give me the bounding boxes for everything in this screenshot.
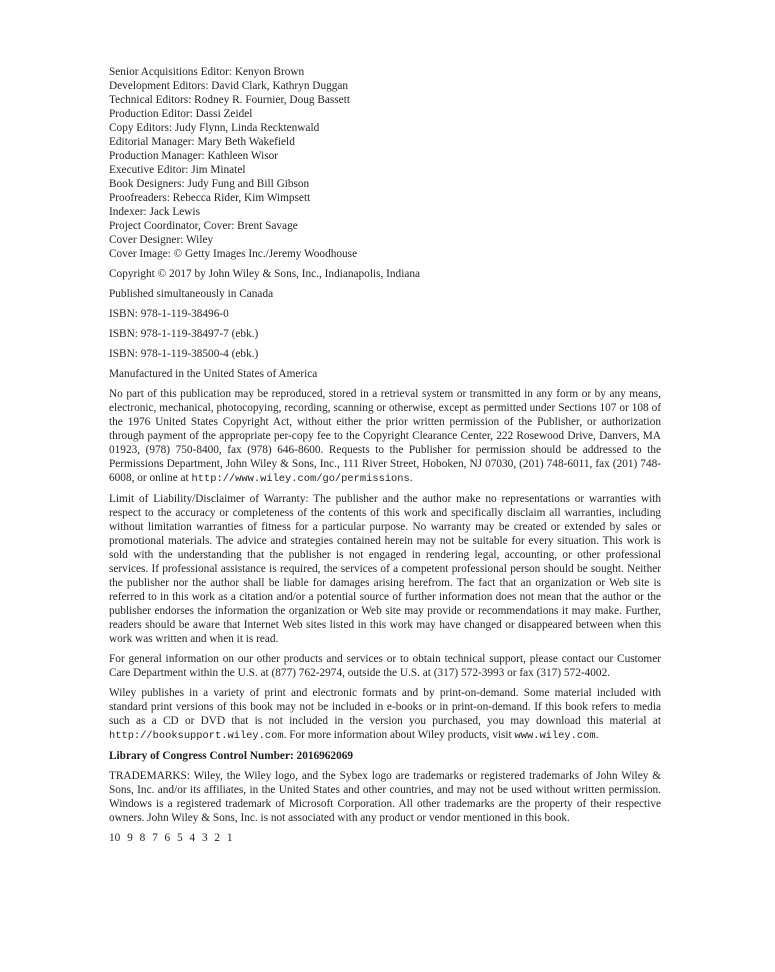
credit-line: Technical Editors: Rodney R. Fournier, Doug Bassett: [109, 94, 350, 106]
credit-line: Cover Designer: Wiley: [109, 234, 214, 246]
wiley-link[interactable]: www.wiley.com: [514, 730, 596, 742]
isbn-line: ISBN: 978-1-119-38500-4 (ebk.): [109, 348, 259, 360]
credit-line: Cover Image: © Getty Images Inc./Jeremy Woodhouse: [109, 248, 358, 260]
permissions-paragraph: [109, 387, 661, 486]
trademarks-paragraph: TRADEMARKS: Wiley, the Wiley logo, and the Sybex logo are trademarks or registered trademarks of John Wiley & Sons, Inc. and/or its affiliates, in the United States and other countries, and may not be used without written permission. Windows is a registered trademark of Microsoft Corporation. All other trademarks are the property of their respective owners. John Wiley & Sons, Inc. is not associated with any product or vendor mentioned in this book.: [109, 770, 661, 824]
credit-line: Project Coordinator, Cover: Brent Savage: [109, 220, 298, 232]
permissions-end: .: [409, 472, 413, 484]
copyright-page: [109, 65, 661, 845]
formats-text-2: . For more information about Wiley products, visit: [283, 729, 515, 741]
credit-line: Production Manager: Kathleen Wisor: [109, 150, 279, 162]
formats-end: .: [595, 729, 599, 741]
credits-list: [109, 65, 661, 261]
credit-line: Executive Editor: Jim Minatel: [109, 164, 246, 176]
permissions-text: No part of this publication may be reproduced, stored in a retrieval system or transmitted in any form or by any means, electronic, mechanical, photocopying, recording, scanning or otherwise, except as permitted under Sections 107 or 108 of the 1976 United States Copyright Act, without either the prior written permission of the Publisher, or authorization through payment of the appropriate per-copy fee to the Copyright Clearance Center, 222 Rosewood Drive, Danvers, MA 01923, (978) 750-8400, fax (978) 646-8600. Requests to the Publisher for permission should be addressed to the Permissions Department, John Wiley & Sons, Inc., 111 River Street, Hoboken, NJ 07030, (201) 748-6011, fax (201) 748-6008, or online at: [109, 388, 661, 484]
credit-line: Copy Editors: Judy Flynn, Linda Recktenwald: [109, 122, 320, 134]
general-info-paragraph: For general information on our other products and services or to obtain technical support, please contact our Customer Care Department within the U.S. at (877) 762-2974, outside the U.S. at (317) 572-3993 or fax (317) 572-4002.: [109, 653, 661, 679]
loc-control-number: Library of Congress Control Number: 2016962069: [109, 750, 354, 762]
credit-line: Book Designers: Judy Fung and Bill Gibson: [109, 178, 310, 190]
credit-line: Senior Acquisitions Editor: Kenyon Brown: [109, 66, 305, 78]
credit-line: Editorial Manager: Mary Beth Wakefield: [109, 136, 295, 148]
print-line: 10 9 8 7 6 5 4 3 2 1: [109, 832, 233, 844]
formats-text: Wiley publishes in a variety of print and electronic formats and by print-on-demand. Some material included with standard print versions of this book may not be included in e-books or in print-on-demand. If this book refers to media such as a CD or DVD that is not included in the version you purchased, you may download this material at: [109, 687, 661, 727]
published-notice: Published simultaneously in Canada: [109, 288, 274, 300]
manufactured-notice: Manufactured in the United States of America: [109, 368, 318, 380]
permissions-link[interactable]: http://www.wiley.com/go/permissions: [191, 473, 410, 485]
formats-paragraph: [109, 686, 661, 743]
booksupport-link[interactable]: http://booksupport.wiley.com: [109, 730, 284, 742]
isbn-line: ISBN: 978-1-119-38496-0: [109, 308, 229, 320]
isbn-line: ISBN: 978-1-119-38497-7 (ebk.): [109, 328, 259, 340]
credit-line: Proofreaders: Rebecca Rider, Kim Wimpsett: [109, 192, 311, 204]
liability-paragraph: Limit of Liability/Disclaimer of Warranty: The publisher and the author make no representations or warranties with respect to the accuracy or completeness of the contents of this work and specifically disclaim all warranties, including without limitation warranties of fitness for a particular purpose. No warranty may be created or extended by sales or promotional materials. The advice and strategies contained herein may not be suitable for every situation. This work is sold with the understanding that the publisher is not engaged in rendering legal, accounting, or other professional services. If professional assistance is required, the services of a competent professional person should be sought. Neither the publisher nor the author shall be liable for damages arising herefrom. The fact that an organization or Web site is referred to in this work as a citation and/or a potential source of further information does not mean that the author or the publisher endorses the information the organization or Web site may provide or recommendations it may make. Further, readers should be aware that Internet Web sites listed in this work may have changed or disappeared between when this work was written and when it is read.: [109, 493, 661, 645]
copyright-notice: Copyright © 2017 by John Wiley & Sons, Inc., Indianapolis, Indiana: [109, 268, 421, 280]
credit-line: Indexer: Jack Lewis: [109, 206, 200, 218]
credit-line: Production Editor: Dassi Zeidel: [109, 108, 253, 120]
credit-line: Development Editors: David Clark, Kathryn Duggan: [109, 80, 349, 92]
